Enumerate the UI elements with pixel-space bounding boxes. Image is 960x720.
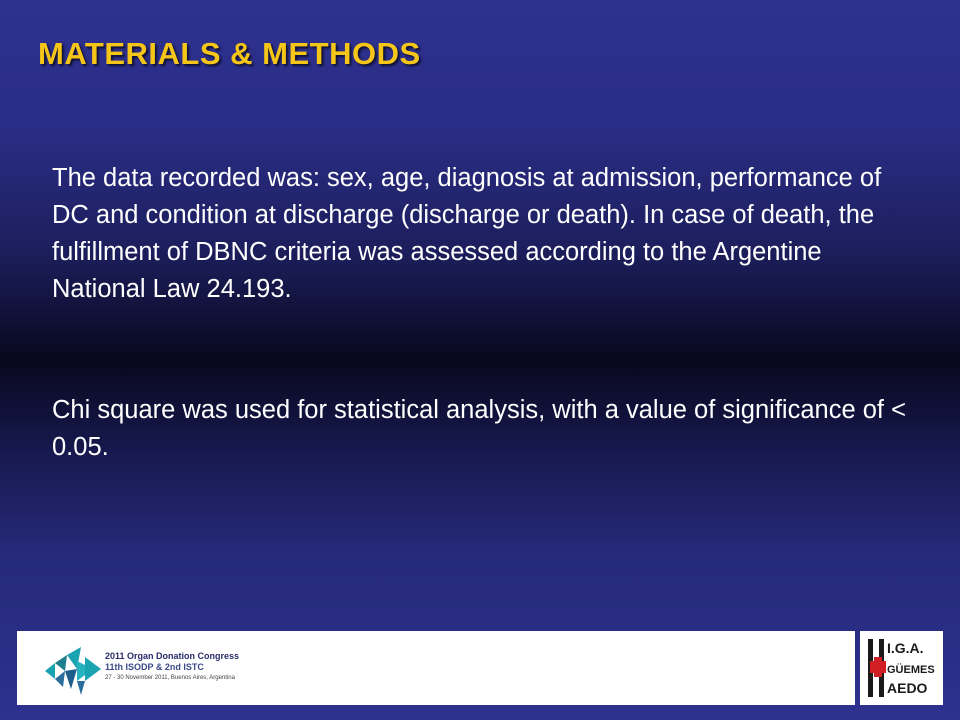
congress-dates: 27 - 30 November 2011, Buenos Aires, Argentina [105, 675, 235, 681]
paragraph-statistics: Chi square was used for statistical analysis, with a value of significance of < 0.05. [52, 396, 906, 461]
hospital-logo-box [860, 631, 943, 705]
logo-line2: GÜEMES [887, 664, 935, 676]
congress-arrows-icon [41, 641, 105, 697]
slide-title: MATERIALS & METHODS [38, 36, 421, 71]
hospital-logo [866, 635, 938, 701]
logo-line1: I.G.A. [887, 640, 924, 656]
congress-name: 2011 Organ Donation Congress [105, 651, 240, 661]
logo-line3: AEDO [887, 680, 928, 696]
paragraph-data-recorded: The data recorded was: sex, age, diagnosis at admission, performance of DC and condition at discharge (discharge or death). In case of death, the fulfillment of DBNC criteria was assessed according to the Argentine National Law 24.193. [52, 164, 882, 303]
congress-footer-banner [17, 631, 855, 705]
congress-edition: 11th ISODP & 2nd ISTC [105, 662, 204, 672]
congress-text-block [105, 651, 239, 684]
